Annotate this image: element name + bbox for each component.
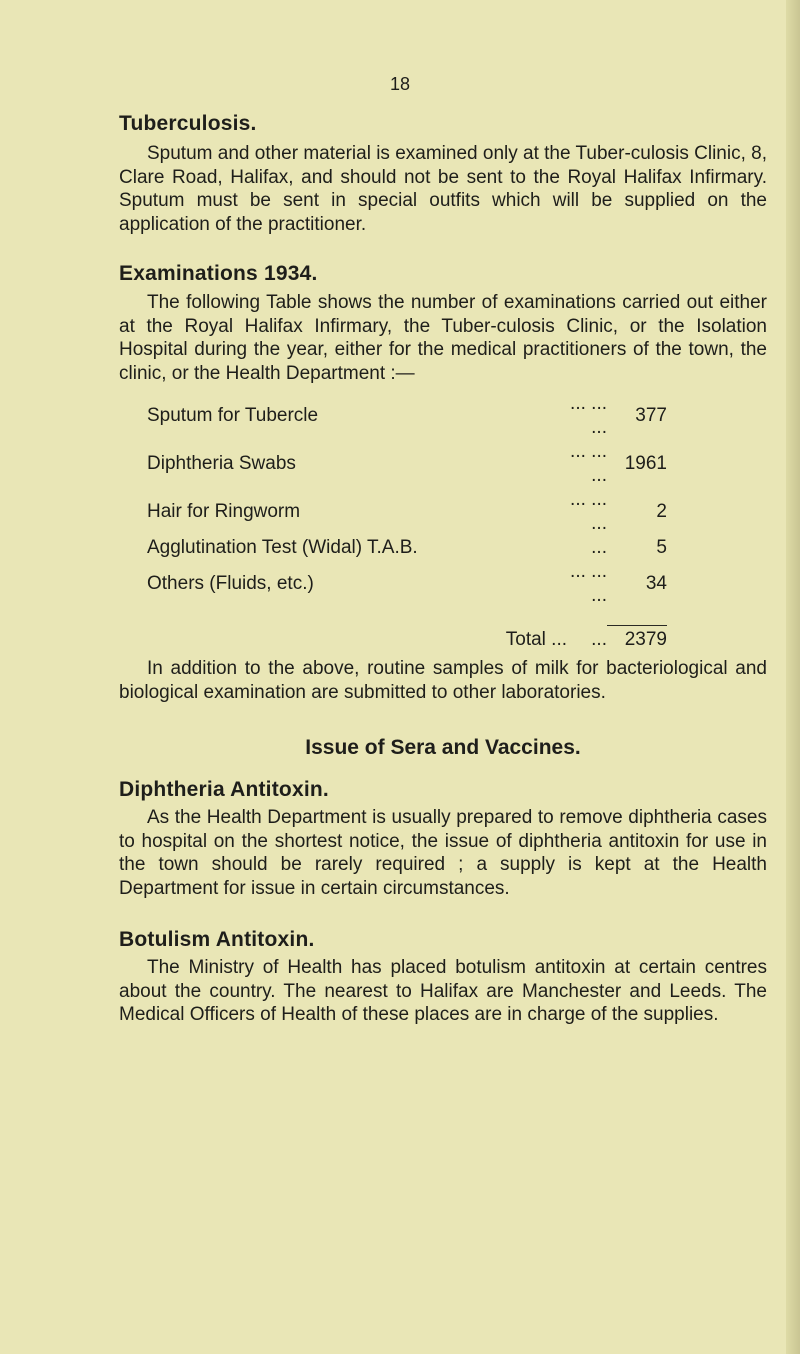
row-label: Others (Fluids, etc.)	[147, 573, 314, 594]
diphtheria-section	[119, 778, 767, 900]
total-rule-row	[147, 608, 667, 628]
table-row	[147, 560, 667, 608]
row-dots: ... ... ...	[570, 441, 607, 486]
row-value: 5	[656, 537, 667, 558]
page-content	[119, 112, 767, 1027]
row-dots: ... ... ...	[570, 489, 607, 534]
examinations-section	[119, 262, 767, 704]
table-row	[147, 536, 667, 560]
additional-samples-paragraph: In addition to the above, routine samples of milk for bacteriological and biological examination are submitted to other laboratories.	[119, 658, 767, 703]
diphtheria-heading: Diphtheria Antitoxin.	[119, 778, 329, 801]
total-label: Total ...	[505, 629, 567, 650]
table-row	[147, 440, 667, 488]
tuberculosis-section	[119, 112, 767, 236]
page-number: 18	[389, 74, 411, 94]
botulism-heading: Botulism Antitoxin.	[119, 928, 315, 951]
total-row	[147, 628, 667, 652]
row-label: Sputum for Tubercle	[147, 405, 319, 426]
row-value: 34	[645, 573, 667, 594]
total-value: 2379	[624, 629, 667, 650]
tuberculosis-paragraph: Sputum and other material is examined only at the Tuber-culosis Clinic, 8, Clare Road, Halifax, and should not be sent to the Royal Halifax Infirmary. Sputum must be sent in special outfits which will be supplied on the application of the practitioner.	[119, 143, 767, 235]
table-row	[147, 392, 667, 440]
total-dots: ...	[591, 629, 607, 650]
examinations-heading: Examinations 1934.	[119, 262, 318, 285]
issue-heading: Issue of Sera and Vaccines.	[305, 736, 581, 759]
examinations-intro: The following Table shows the number of examinations carried out either at the Royal Halifax Infirmary, the Tuber-culosis Clinic, or the Isolation Hospital during the year, either for the medical practitioners of the town, the clinic, or the Health Department :—	[119, 292, 767, 384]
row-value: 1961	[624, 453, 667, 474]
row-value: 377	[635, 405, 667, 426]
botulism-paragraph: The Ministry of Health has placed botulism antitoxin at certain centres about the country. The nearest to Halifax are Manchester and Leeds. The Medical Officers of Health of these places are in charge of the supplies.	[119, 957, 767, 1025]
diphtheria-paragraph: As the Health Department is usually prepared to remove diphtheria cases to hospital on the shortest notice, the issue of diphtheria antitoxin for use in the town should be rarely required ; a supply is kept at the Health Department for issue in certain circumstances.	[119, 807, 767, 899]
botulism-section	[119, 928, 767, 1027]
tuberculosis-heading: Tuberculosis.	[119, 112, 257, 135]
row-dots: ... ... ...	[570, 561, 607, 606]
row-label: Hair for Ringworm	[147, 501, 301, 522]
row-label: Agglutination Test (Widal) T.A.B.	[147, 537, 418, 558]
row-label: Diphtheria Swabs	[147, 453, 296, 474]
total-rule	[607, 625, 667, 626]
row-dots: ... ... ...	[570, 393, 607, 438]
page-edge	[786, 0, 800, 1354]
examinations-table	[147, 392, 667, 652]
table-row	[147, 488, 667, 536]
row-dots: ...	[591, 537, 607, 558]
row-value: 2	[656, 501, 667, 522]
